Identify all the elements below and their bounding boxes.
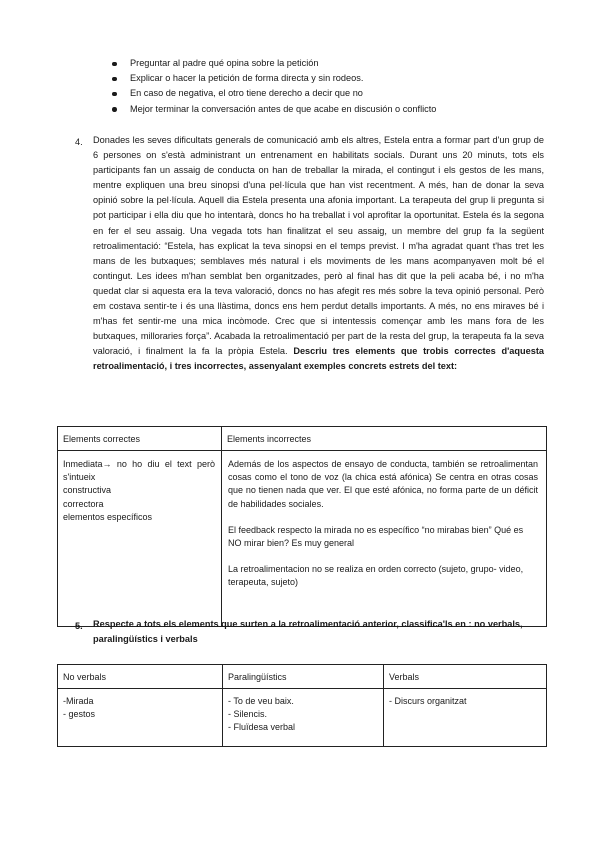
list-item: Mejor terminar la conversación antes de que acabe en discusión o conflicto	[110, 102, 550, 117]
feedback-elements-table	[57, 426, 547, 627]
bullet-dot-icon	[112, 77, 117, 82]
correct-item: Inmediata→ no ho diu el text però s'intueix	[63, 459, 215, 483]
list-item: -Mirada	[63, 696, 94, 706]
correct-item: constructiva	[63, 485, 112, 496]
incorrect-elements-cell	[222, 451, 547, 627]
list-item: - Silencis.	[228, 709, 268, 719]
header-no-verbals: No verbals	[58, 665, 223, 689]
table-row	[58, 689, 547, 747]
list-item: - To de veu baix.	[228, 696, 294, 706]
table-row	[58, 451, 547, 627]
bullet-dot-icon	[112, 92, 117, 97]
section-4-question: Descriu tres elements que trobis correctes d'aquesta retroalimentació, i tres incorrectes, assenyalant exemples concrets estrets del text:	[93, 346, 544, 372]
paralinguistics-cell	[223, 689, 384, 747]
table-header-row	[58, 665, 547, 689]
list-item: En caso de negativa, el otro tiene derecho a decir que no	[110, 86, 550, 101]
header-correct: Elements correctes	[58, 427, 222, 451]
header-paralinguistics: Paralingüístics	[223, 665, 384, 689]
list-item: - Fluïdesa verbal	[228, 722, 296, 732]
bullet-dot-icon	[112, 62, 117, 67]
list-item: Explicar o hacer la petición de forma directa y sin rodeos.	[110, 71, 550, 86]
list-item: Preguntar al padre qué opina sobre la petición	[110, 56, 550, 71]
header-incorrect: Elements incorrectes	[222, 427, 547, 451]
bullet-dot-icon	[112, 107, 117, 112]
correct-item: correctora	[63, 498, 104, 509]
section-5-question: Respecte a tots els elements que surten a la retroalimentació anterior, classifica'ls en : no verbals, paralingüístics i verbals	[93, 619, 523, 645]
case-text: Donades les seves dificultats generals de comunicació amb els altres, Estela entra a formar part d'un grup de 6 persones on s'està administrant un entrenament en habilitats socials. Durant uns 20 minuts, tots els participants fan un assaig de conducta on han de treballar la mirada, el contingut i els gestos de les mans, mentre expliquen una breu sinopsi d'una pel·lícula que han vist recentment. A més, han de donar la seva opinió sobre la pel·lícula. Aquell dia Estela presenta una afonia important. La terapeuta del grup li pregunta si pot participar i ella diu que ho intentarà, doncs ho ha treballat i vol aprofitar la oportunitat. Estela és la segona en fer el seu assaig. Una vegada tots han finalitzat el seu assaig, un membre del grup fa la següent retroalimentació: “Estela, has explicat la teva sinopsi en el temps previst. I m'ha agradat quant t'has tret les mans de les butxaques; semblaves més natural i els moviments de les mans acompanyaven molt bé el contingut. Les idees m'han semblat ben organitzades, però al final has dit que la peli acaba bé, i no m'ha quedat clar si aquesta era la teva valoració, doncs no has afegit res més sobre la teva opinió personal. Però em costava sentir-te i és una llàstima, doncs ens hem perdut detalls importants. A més, no ens miraves bé i m'has fet sentir-me una mica incòmode. Crec que si intentessis començar amb les mans fora de les butxaques, milloraries força”. Acabada la retroalimentació per part de la resta del grup, la terapeuta fa la seva valoració, i finalment la fa la pròpia Estela.	[93, 135, 544, 357]
list-item: - Discurs organitzat	[389, 696, 467, 706]
incorrect-item: Además de los aspectos de ensayo de conducta, también se retroalimentan cosas como el tono de voz (la chica está afónica) Se centra en otras cosas que no tienen nada que ver. El que esté afónica, no forma parte de un déficit de habilidades sociales.	[228, 459, 538, 509]
verbals-cell	[384, 689, 547, 747]
correct-elements-cell	[58, 451, 222, 627]
incorrect-item: El feedback respecto la mirada no es específico “no mirabas bien” Qué es NO mirar bien? Es muy general	[228, 524, 524, 549]
no-verbals-cell	[58, 689, 223, 747]
classification-table	[57, 664, 547, 747]
bullet-list	[110, 56, 550, 117]
list-item: - gestos	[63, 709, 96, 719]
section-5-number: 5.	[75, 621, 83, 631]
table-header-row	[58, 427, 547, 451]
section-4-number: 4.	[75, 137, 83, 147]
header-verbals: Verbals	[384, 665, 547, 689]
incorrect-item: La retroalimentacion no se realiza en orden correcto (sujeto, grupo- video, terapeuta, sujeto)	[228, 564, 524, 588]
correct-item: elementos específicos	[63, 511, 153, 522]
section-4-text	[93, 133, 544, 375]
